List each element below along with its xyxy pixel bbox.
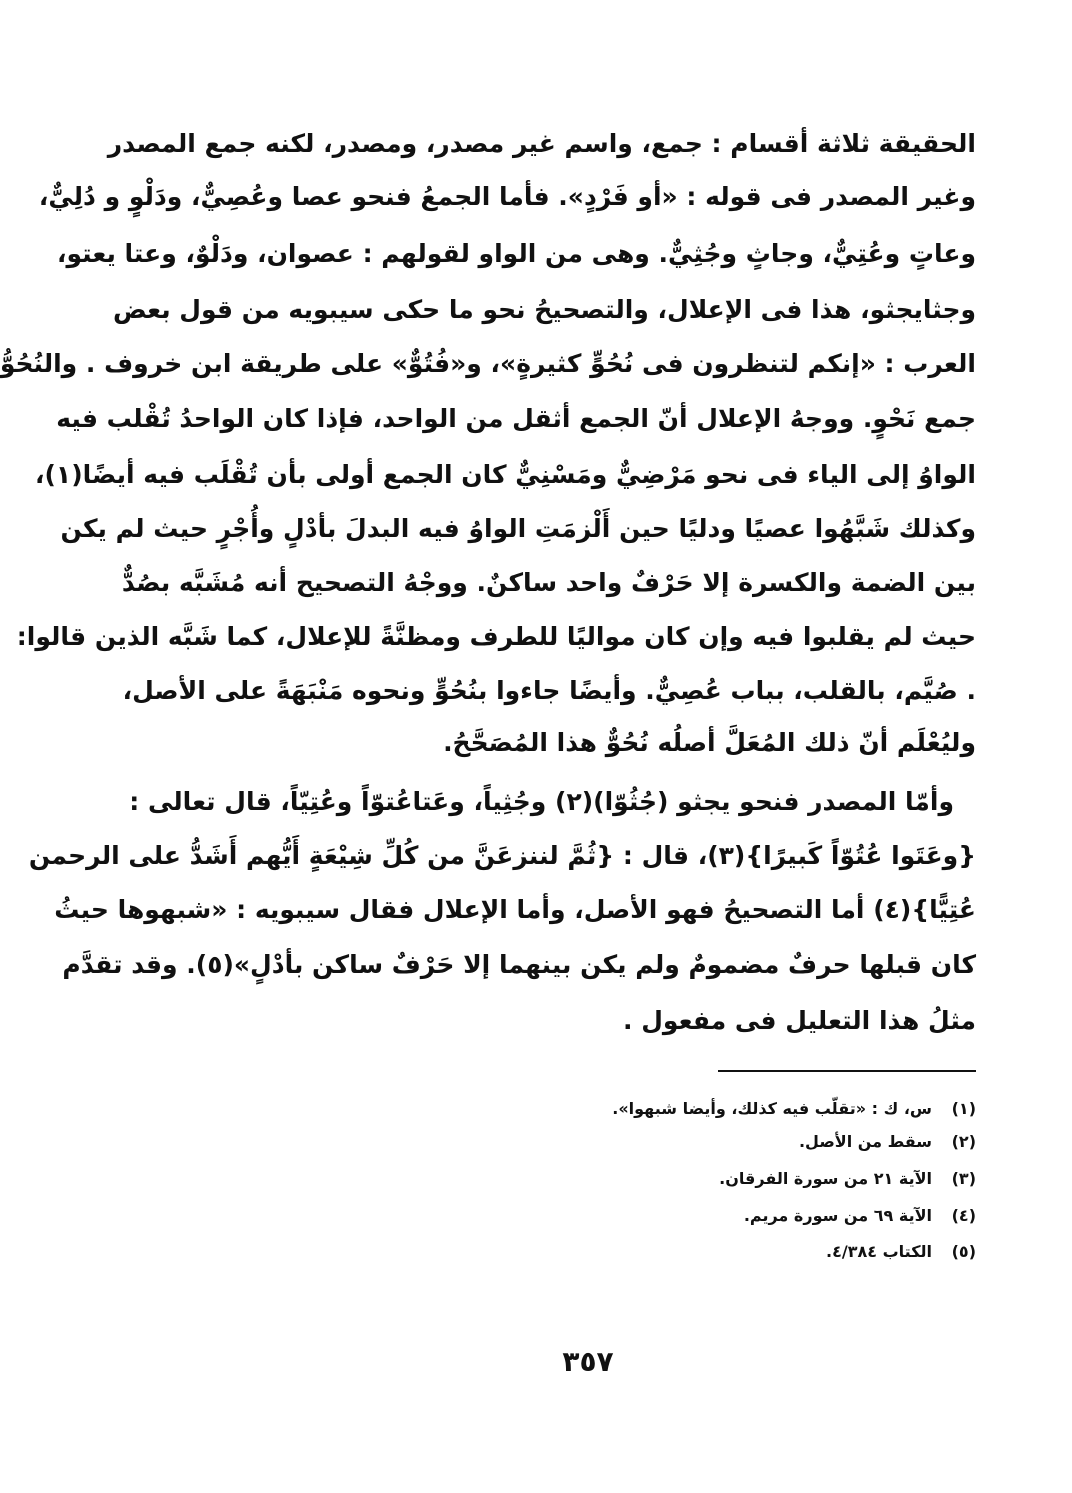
footnote-text: سقط من الأصل. — [798, 1132, 932, 1151]
footnote-3 — [276, 1163, 976, 1195]
body-line-7: الواوُ إلى الياء فى نحو مَرْضِيٌّ ومَسْنِيٌّ كان الجمع أولى بأن تُقْلَب فيه أيضًا(١)، — [34, 460, 976, 489]
body-line-6: جمع نَحْوٍ. ووجهُ الإعلال أنّ الجمع أثقل من الواحد، فإذا كان الواحدُ تُقْلب فيه — [56, 404, 976, 433]
body-line-14: {وعَتَوا عُتُوّاً كَبيرًا}(٣)، قال : {ثُمَّ لننزعَنَّ من كُلِّ شِيْعَةٍ أَيُّهم أَشَدُّ على الرحمن — [28, 841, 976, 870]
body-line-13: وأمّا المصدر فنحو يجثو (جُثُوّا)(٢) وجُثِياً، وعَتاعُتوّاً وعُتِيّاً، قال تعالى : — [129, 787, 954, 816]
body-line-2: وغير المصدر فى قوله : «أو فَرْدٍ». فأما الجمعُ فنحو عصا وعُصِيٌّ، ودَلْوٍ و دُلِيٌّ، — [38, 182, 976, 211]
footnote-separator — [718, 1070, 976, 1072]
body-line-17: مثلُ هذا التعليل فى مفعول . — [623, 1006, 976, 1035]
footnote-1 — [276, 1093, 976, 1125]
body-line-10: حيث لم يقلبوا فيه وإن كان مواليًا للطرف ومظنَّةً للإعلال، كما شَبَّه الذين قالوا: — [16, 622, 976, 651]
body-line-12: وليُعْلَم أنّ ذلك المُعَلَّ أصلُه نُحُوٌّ هذا المُصَحَّحُ. — [443, 728, 976, 757]
body-line-9: بين الضمة والكسرة إلا حَرْفٌ واحد ساكنٌ. ووجْهُ التصحيح أنه مُشَبَّه بصُدٌّ — [121, 568, 976, 597]
footnote-number: (٣) — [951, 1169, 976, 1188]
footnote-text: الكتاب ٤/٣٨٤. — [826, 1242, 932, 1261]
footnote-4 — [276, 1200, 976, 1232]
body-line-16: كان قبلها حرفٌ مضمومٌ ولم يكن بينهما إلا حَرْفٌ ساكن بأدْلٍ»(٥). وقد تقدَّم — [62, 950, 976, 979]
body-line-8: وكذلك شَبَّهُوا عصيًا ودليًا حين أَلْزمَتِ الواوُ فيه البدلَ بأدْلٍ وأُجْرٍ حيث لم يكن — [60, 514, 976, 543]
footnote-5 — [276, 1236, 976, 1268]
footnote-number: (٤) — [951, 1206, 976, 1225]
body-line-5: العرب : «إنكم لتنظرون فى نُحُوٍّ كثيرةٍ»، و«فُتُوٌّ» على طريقة ابن خروف . والنُحُوُّ — [0, 349, 976, 378]
footnote-text: س، ك : «تقلّب فيه كذلك، وأيضا شبهوا». — [612, 1099, 932, 1118]
footnote-number: (١) — [951, 1099, 976, 1118]
footnote-number: (٥) — [951, 1242, 976, 1261]
footnote-2 — [276, 1126, 976, 1158]
body-line-11: . صُيَّم، بالقلب، بباب عُصِيٌّ. وأيضًا جاءوا بنُحُوٍّ ونحوه مَنْبَهَةً على الأصل، — [122, 676, 976, 705]
footnote-text: الآية ٢١ من سورة الفرقان. — [719, 1169, 932, 1188]
body-line-4: وجثايجثو، هذا فى الإعلال، والتصحيحُ نحو ما حكى سيبويه من قول بعض — [112, 295, 976, 324]
body-line-1: الحقيقة ثلاثة أقسام : جمع، واسم غير مصدر، ومصدر، لكنه جمع المصدر — [107, 129, 976, 158]
footnote-number: (٢) — [951, 1132, 976, 1151]
body-line-3: وعاتٍ وعُتِيٌّ، وجاثٍ وجُثِيٌّ. وهى من الواو لقولهم : عصوان، ودَلْوٌ، وعتا يعتو، — [56, 239, 976, 268]
footnote-text: الآية ٦٩ من سورة مريم. — [743, 1206, 932, 1225]
page-number: ٣٥٧ — [562, 1345, 614, 1378]
body-line-15: عُتِيًّا}(٤) أما التصحيحُ فهو الأصل، وأما الإعلال فقال سيبويه : «شبهوها حيثُ — [54, 895, 976, 924]
